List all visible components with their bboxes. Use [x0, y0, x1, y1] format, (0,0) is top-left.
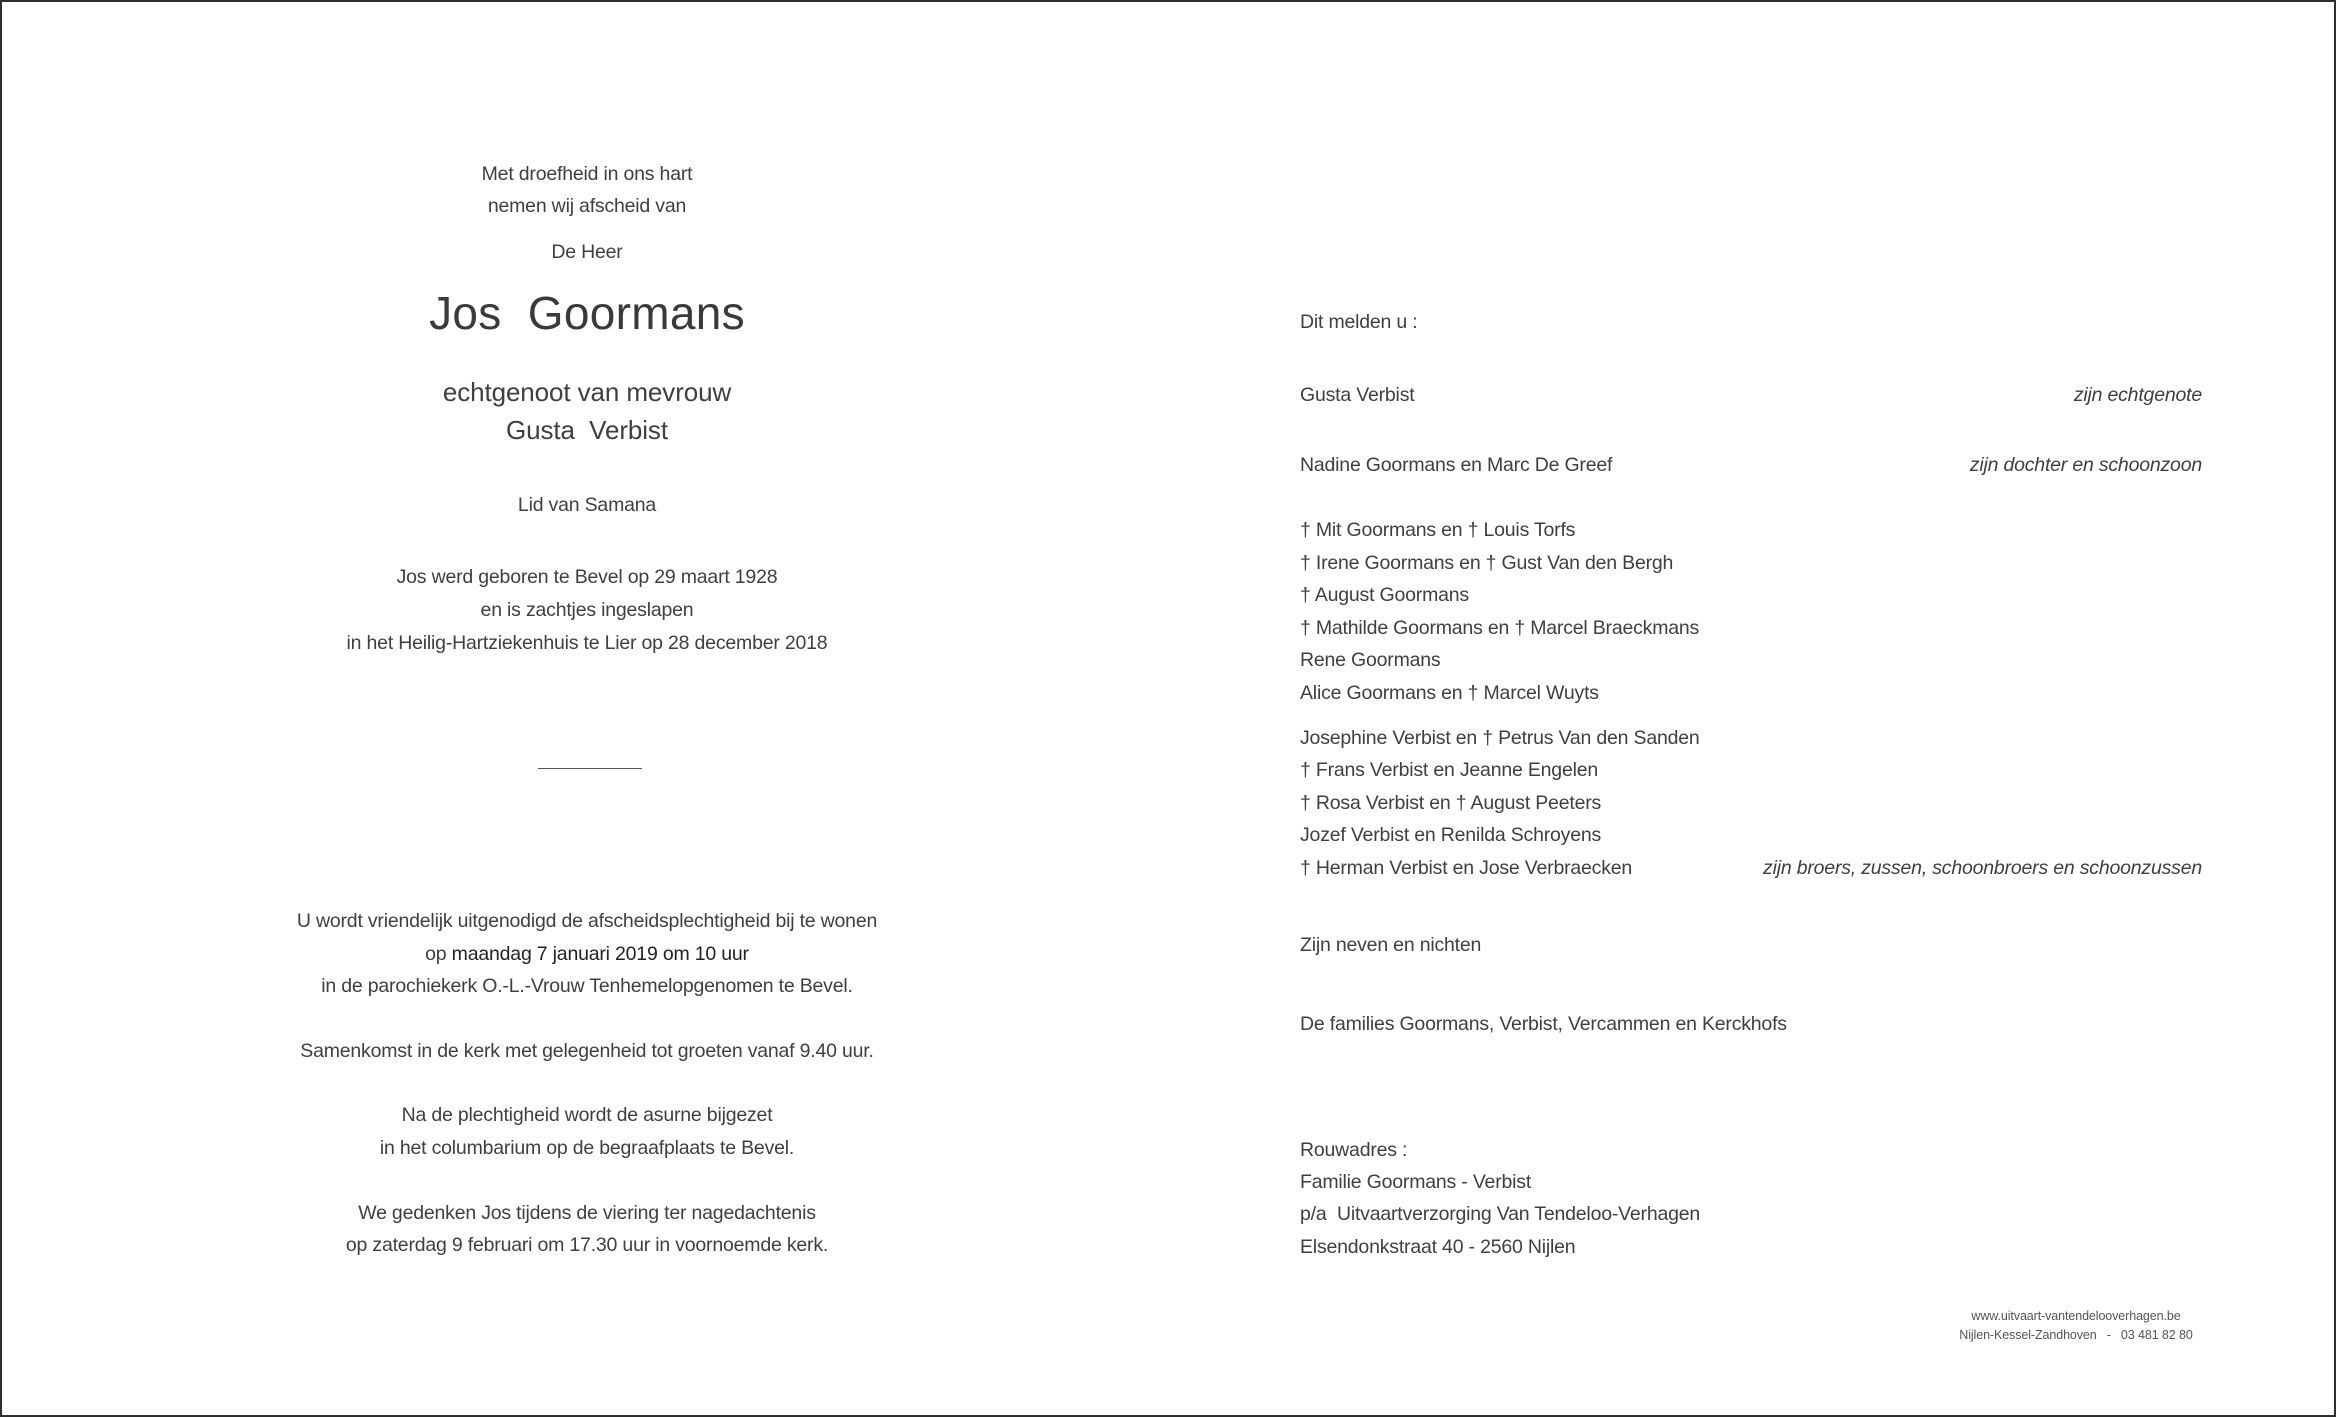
sibling-goormans: † August Goormans — [1300, 584, 1469, 606]
urn-line-2: in het columbarium op de begraafplaats te Bevel. — [379, 1137, 795, 1159]
membership: Lid van Samana — [517, 494, 657, 516]
spouse-name: Gusta Verbist — [1300, 384, 1415, 406]
birth-line-1: Jos werd geboren te Bevel op 29 maart 1928 — [396, 566, 778, 588]
sibling-goormans: Alice Goormans en † Marcel Wuyts — [1300, 682, 1599, 704]
siblings-relation: zijn broers, zussen, schoonbroers en schoonzussen — [1763, 857, 2202, 879]
invite-line-2 — [287, 942, 887, 966]
sibling-goormans: † Irene Goormans en † Gust Van den Bergh — [1300, 552, 1674, 574]
honorific: De Heer — [551, 241, 623, 263]
sibling-verbist: † Rosa Verbist en † August Peeters — [1300, 792, 1602, 814]
invite-line-3: in de parochiekerk O.-L.-Vrouw Tenhemelopgenomen te Bevel. — [321, 975, 853, 997]
sibling-verbist: Jozef Verbist en Renilda Schroyens — [1300, 824, 1602, 846]
birth-line-3: in het Heilig-Hartziekenhuis te Lier op 28 december 2018 — [346, 632, 828, 654]
intro-line-1: Met droefheid in ons hart — [481, 163, 693, 185]
section-divider — [538, 768, 642, 769]
ceremony-date: maandag 7 januari 2019 om 10 uur — [451, 943, 749, 965]
sibling-goormans: † Mathilde Goormans en † Marcel Braeckmans — [1300, 617, 1700, 639]
announcement-header: Dit melden u : — [1300, 311, 1418, 333]
families: De families Goormans, Verbist, Vercammen en Kerckhofs — [1300, 1013, 1787, 1035]
funeral-home-contact: Nijlen-Kessel-Zandhoven - 03 481 82 80 — [1959, 1328, 2193, 1342]
invite-line-1: U wordt vriendelijk uitgenodigd de afscheidsplechtigheid bij te wonen — [296, 910, 878, 932]
deceased-name: Jos Goormans — [429, 287, 745, 339]
invite-prefix: op — [425, 943, 452, 965]
memorial-line-2: op zaterdag 9 februari om 17.30 uur in voornoemde kerk. — [345, 1234, 829, 1256]
sibling-verbist: Josephine Verbist en † Petrus Van den Sanden — [1300, 727, 1700, 749]
funeral-home-website[interactable]: www.uitvaart-vantendelooverhagen.be — [1971, 1309, 2181, 1323]
cousins: Zijn neven en nichten — [1300, 934, 1482, 956]
address-line: Elsendonkstraat 40 - 2560 Nijlen — [1300, 1236, 1576, 1258]
sibling-goormans: † Mit Goormans en † Louis Torfs — [1300, 519, 1576, 541]
memorial-line-1: We gedenken Jos tijdens de viering ter nagedachtenis — [358, 1202, 816, 1224]
sibling-goormans: Rene Goormans — [1300, 649, 1441, 671]
sibling-verbist: † Frans Verbist en Jeanne Engelen — [1300, 759, 1599, 781]
address-line: p/a Uitvaartverzorging Van Tendeloo-Verhagen — [1300, 1203, 1701, 1225]
intro-line-2: nemen wij afscheid van — [487, 195, 687, 217]
address-line: Familie Goormans - Verbist — [1300, 1171, 1532, 1193]
children-names: Nadine Goormans en Marc De Greef — [1300, 454, 1613, 476]
address-label: Rouwadres : — [1300, 1139, 1408, 1161]
sibling-verbist: † Herman Verbist en Jose Verbraecken — [1300, 857, 1633, 879]
gathering-info: Samenkomst in de kerk met gelegenheid tot groeten vanaf 9.40 uur. — [300, 1040, 874, 1062]
spouse-relation: zijn echtgenote — [2073, 384, 2202, 406]
children-relation: zijn dochter en schoonzoon — [1969, 454, 2202, 476]
birth-line-2: en is zachtjes ingeslapen — [480, 599, 694, 621]
spouse-line-1: echtgenoot van mevrouw — [442, 377, 732, 407]
urn-line-1: Na de plechtigheid wordt de asurne bijgezet — [401, 1104, 773, 1126]
spouse-line-2: Gusta Verbist — [506, 415, 668, 445]
